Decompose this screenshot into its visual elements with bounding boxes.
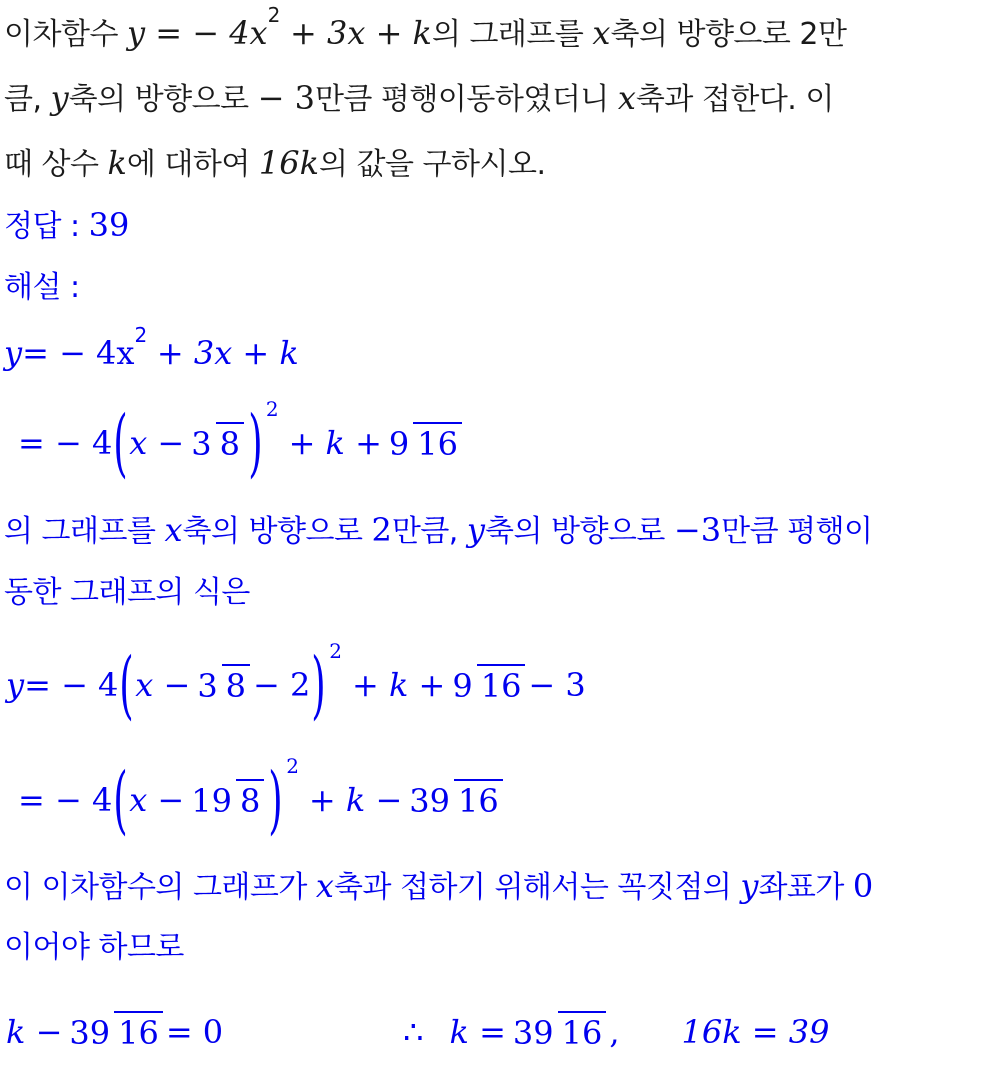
explanation-text-3	[4, 866, 873, 908]
denominator: 16	[477, 664, 526, 704]
question-text: 큼,	[4, 82, 51, 117]
fraction	[187, 779, 264, 821]
variable-y: y	[50, 79, 69, 117]
numerator: 9	[452, 667, 473, 705]
coefficient: = − 4	[18, 424, 113, 462]
denominator: 8	[222, 664, 250, 704]
text: 이어야 하므로	[4, 930, 184, 965]
variable-y: y	[466, 511, 485, 549]
explanation-text-2	[4, 573, 250, 613]
text: 만큼,	[391, 514, 467, 549]
answer-label: 정답 :	[4, 209, 89, 244]
text: 좌표가	[758, 870, 853, 905]
variable-x: x	[164, 511, 183, 549]
explanation-text-1	[4, 510, 873, 552]
shift-value: − 3	[257, 79, 315, 117]
x-term: x −	[129, 424, 185, 462]
equation-5	[6, 987, 829, 1077]
k-term: + k +	[351, 666, 446, 704]
numerator: 39	[512, 1014, 554, 1052]
fraction	[187, 422, 244, 464]
left-paren: (	[113, 400, 128, 486]
equation-3	[6, 640, 586, 730]
rhs: = − 4x	[22, 334, 135, 372]
fraction	[509, 1011, 606, 1053]
denominator: 8	[236, 779, 264, 819]
text: 만큼 평행이	[721, 514, 873, 549]
fraction	[65, 1011, 162, 1053]
coefficient: = − 4	[24, 666, 119, 704]
right-paren: )	[268, 757, 283, 843]
coefficient: = − 4	[18, 781, 113, 819]
equation-2	[18, 398, 465, 488]
tail-term: − 3	[528, 666, 586, 704]
denominator: 8	[216, 422, 244, 462]
explanation-label	[4, 268, 80, 308]
denominator: 16	[413, 422, 462, 462]
question-text: 의 값을 구하시오.	[319, 147, 546, 182]
question-text: 축의 방향으로 2만	[610, 17, 847, 52]
question-line-2	[4, 78, 834, 120]
answer-line	[4, 205, 129, 247]
exponent: 2	[329, 639, 342, 663]
explanation-text-4	[4, 928, 184, 968]
question-line-3	[4, 143, 545, 185]
denominator: 16	[454, 779, 503, 819]
answer-value: 39	[88, 206, 130, 244]
right-paren: )	[248, 400, 263, 486]
numerator: 3	[197, 667, 218, 705]
explanation-label-text: 해설 :	[4, 270, 80, 305]
fraction	[405, 779, 502, 821]
variable-x: x	[617, 79, 636, 117]
exponent: 2	[267, 3, 280, 27]
question-equation-rest: + 3x + k	[279, 14, 432, 52]
k-term: k −	[6, 1013, 63, 1051]
lhs: y	[4, 334, 23, 372]
right-paren: )	[311, 642, 327, 728]
numerator: 39	[69, 1014, 111, 1052]
expression-16k: 16k	[258, 144, 320, 182]
question-line-1	[4, 3, 847, 57]
exponent: 2	[134, 323, 147, 347]
variable-x: x	[592, 14, 611, 52]
denominator: 16	[558, 1011, 607, 1051]
fraction	[193, 664, 250, 706]
exponent: 2	[286, 754, 299, 778]
question-text: 때 상수	[4, 147, 108, 182]
question-text: 의 그래프를	[431, 17, 593, 52]
variable-x: x	[315, 867, 334, 905]
lhs: y	[6, 666, 25, 704]
x-term: x −	[129, 781, 185, 819]
equals-zero: = 0	[165, 1013, 224, 1051]
question-equation: y = − 4x	[126, 14, 268, 52]
numerator: 9	[388, 425, 410, 463]
k-term: + k −	[308, 781, 403, 819]
variable-k: k	[107, 144, 127, 182]
exponent: 2	[265, 397, 279, 421]
denominator: 16	[114, 1011, 163, 1051]
shift-term: − 2	[253, 666, 311, 704]
shift-y: −3	[673, 511, 722, 549]
text: 축의 방향으로	[484, 514, 674, 549]
fraction	[385, 422, 462, 464]
fraction	[448, 664, 525, 706]
text: 의 그래프를	[4, 514, 165, 549]
numerator: 39	[409, 782, 450, 820]
question-text: 축과 접한다. 이	[635, 82, 834, 117]
equation-1	[4, 323, 299, 377]
final-answer: 16k = 39	[681, 1013, 830, 1051]
question-text: 축의 방향으로	[68, 82, 258, 117]
rhs-rest: + 3x + k	[146, 334, 299, 372]
x-term: x −	[135, 666, 191, 704]
variable-y: y	[740, 867, 759, 905]
equation-4	[18, 755, 506, 845]
numerator: 19	[191, 782, 232, 820]
zero-value: 0	[852, 867, 874, 905]
k-equals: k =	[449, 1013, 506, 1051]
shift-x: 2	[371, 511, 392, 549]
question-text: 이차함수	[4, 17, 127, 52]
left-paren: (	[113, 757, 128, 843]
numerator: 3	[191, 425, 212, 463]
question-text: 에 대하여	[126, 147, 259, 182]
question-text: 만큼 평행이동하였더니	[314, 82, 618, 117]
text: 축의 방향으로	[182, 514, 372, 549]
text: 축과 접하기 위해서는 꼭짓점의	[333, 870, 741, 905]
text: 동한 그래프의 식은	[4, 575, 250, 610]
k-term: + k +	[288, 424, 382, 462]
left-paren: (	[119, 642, 135, 728]
text: 이 이차함수의 그래프가	[4, 870, 316, 905]
comma: ,	[609, 1013, 620, 1051]
therefore-symbol: ∴	[403, 1013, 424, 1051]
